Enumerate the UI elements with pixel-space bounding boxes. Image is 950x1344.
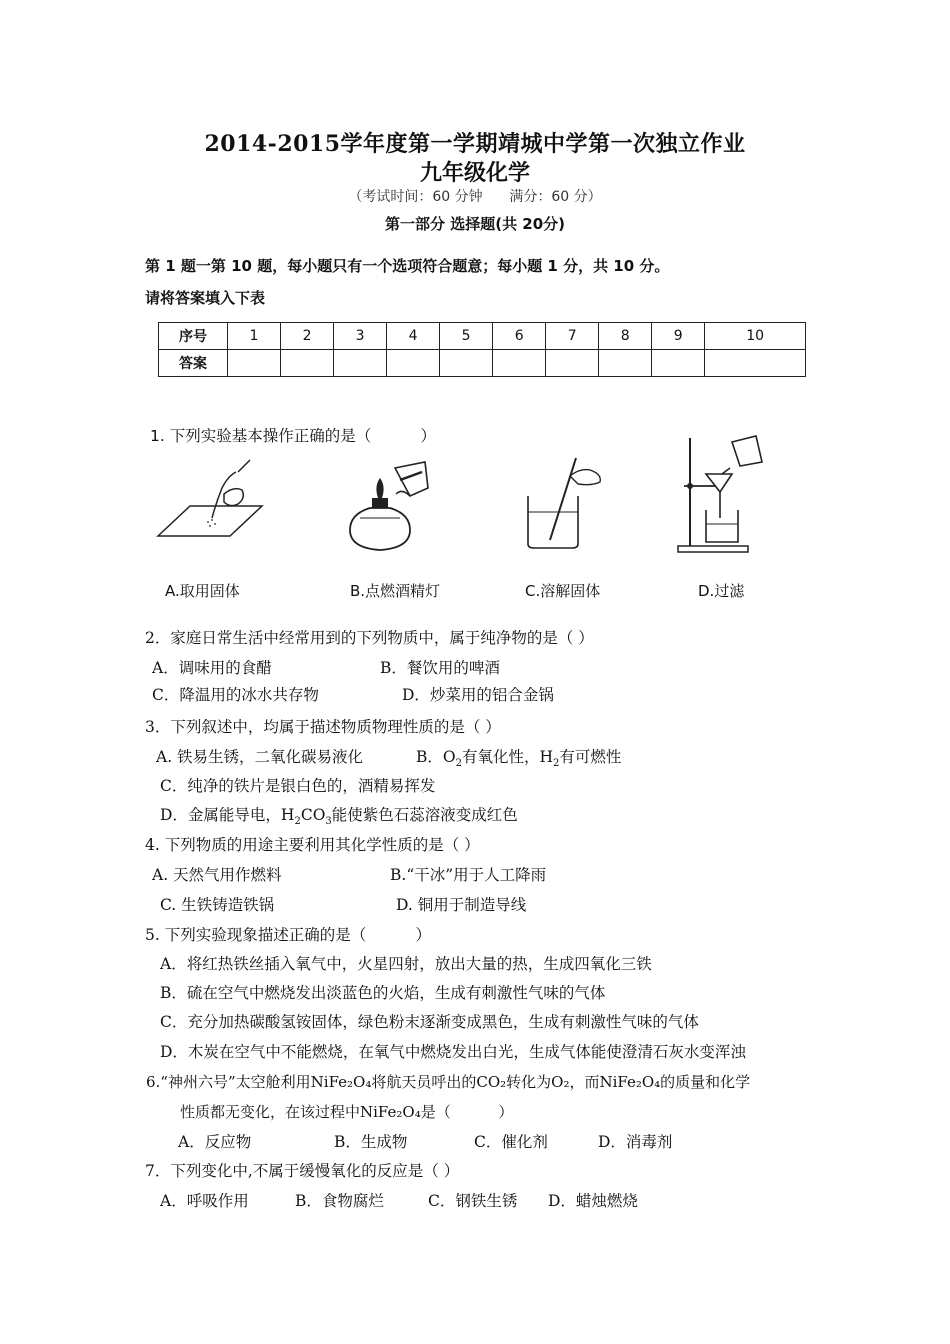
question-7-option-a: A．呼吸作用: [160, 1192, 249, 1210]
option-b-caption: B.点燃酒精灯: [350, 582, 441, 600]
question-7-stem: 7．下列变化中,不属于缓慢氧化的反应是（ ）: [145, 1162, 460, 1180]
question-6-option-b: B．生成物: [334, 1133, 408, 1151]
answer-cell[interactable]: [652, 350, 705, 377]
question-3-option-b: B．$O_2$有氧化性，$H_2$有可燃性: [416, 748, 622, 770]
question-5-option-b: B．硫在空气中燃烧发出淡蓝色的火焰，生成有刺激性气味的气体: [160, 984, 606, 1002]
question-number-cell: 5: [440, 323, 493, 350]
beaker-stirring-illustration: [520, 452, 610, 552]
question-7-option-d: D．蜡烛燃烧: [548, 1192, 638, 1210]
question-4-option-c: C. 生铁铸造铁锅: [160, 896, 275, 914]
answer-cell[interactable]: [228, 350, 281, 377]
question-4-option-b: B.“干冰”用于人工降雨: [390, 866, 547, 884]
question-3-option-d: D．金属能导电，$H_2CO_3$能使紫色石蕊溶液变成红色: [160, 806, 518, 828]
question-number-cell: 4: [387, 323, 440, 350]
answer-cell[interactable]: [599, 350, 652, 377]
question-7-option-b: B．食物腐烂: [295, 1192, 384, 1210]
option-c-caption: C.溶解固体: [525, 582, 601, 600]
question-5-option-a: A．将红热铁丝插入氧气中，火星四射，放出大量的热，生成四氧化三铁: [160, 955, 652, 973]
section-heading: 第一部分 选择题(共 20分): [384, 215, 566, 233]
answer-table-number-row: [159, 323, 806, 350]
answer-table: [158, 322, 806, 377]
question-number-cell: 10: [705, 323, 806, 350]
question-number-cell: 2: [281, 323, 334, 350]
question-number-cell: 9: [652, 323, 705, 350]
question-5-stem: 5. 下列实验现象描述正确的是（ ）: [145, 926, 431, 944]
question-1-stem: 1. 下列实验基本操作正确的是（ ）: [150, 427, 436, 445]
question-number-cell: 7: [546, 323, 599, 350]
question-4-option-a: A. 天然气用作燃料: [152, 866, 282, 884]
option-a-caption: A.取用固体: [165, 582, 240, 600]
question-number-cell: 6: [493, 323, 546, 350]
instruction-line-2: 请将答案填入下表: [145, 289, 266, 307]
question-3-option-a: A. 铁易生锈，二氧化碳易液化: [156, 748, 364, 766]
answer-cell[interactable]: [281, 350, 334, 377]
document-title: 2014-2015学年度第一学期靖城中学第一次独立作业: [204, 131, 746, 157]
question-2-option-a: A．调味用的食醋: [152, 659, 272, 677]
question-number-cell: 8: [599, 323, 652, 350]
answer-table-answer-row: [159, 350, 806, 377]
row-label-answer: 答案: [159, 350, 228, 377]
exam-info: （考试时间：60 分钟 满分：60 分）: [348, 189, 602, 205]
answer-cell[interactable]: [334, 350, 387, 377]
filtration-illustration: [670, 432, 780, 557]
document-subtitle: 九年级化学: [419, 160, 530, 186]
question-7-option-c: C．钢铁生锈: [428, 1192, 518, 1210]
row-label-number: 序号: [159, 323, 228, 350]
question-3-option-c: C．纯净的铁片是银白色的，酒精易挥发: [160, 777, 436, 795]
question-6-option-d: D．消毒剂: [598, 1133, 673, 1151]
question-3-stem: 3．下列叙述中，均属于描述物质物理性质的是（ ）: [145, 718, 501, 736]
question-6-stem-line-2: 性质都无变化，在该过程中NiFe₂O₄是（ ）: [180, 1103, 514, 1121]
question-2-option-d: D．炒菜用的铝合金锅: [402, 686, 554, 704]
question-2-option-c: C．降温用的冰水共存物: [152, 686, 319, 704]
question-6-option-c: C．催化剂: [474, 1133, 548, 1151]
answer-cell[interactable]: [387, 350, 440, 377]
instruction-line-1: 第 1 题一第 10 题，每小题只有一个选项符合题意；每小题 1 分，共 10 分。: [145, 257, 670, 275]
alcohol-lamp-illustration: [340, 458, 450, 558]
question-number-cell: 1: [228, 323, 281, 350]
question-6-option-a: A．反应物: [178, 1133, 252, 1151]
question-4-option-d: D. 铜用于制造导线: [396, 896, 527, 914]
option-d-caption: D.过滤: [698, 582, 745, 600]
answer-cell[interactable]: [705, 350, 806, 377]
hand-spatula-illustration: [150, 458, 270, 548]
question-number-cell: 3: [334, 323, 387, 350]
answer-cell[interactable]: [546, 350, 599, 377]
question-2-option-b: B．餐饮用的啤酒: [380, 659, 500, 677]
answer-cell[interactable]: [440, 350, 493, 377]
question-4-stem: 4. 下列物质的用途主要利用其化学性质的是（ ）: [145, 836, 480, 854]
question-5-option-d: D．木炭在空气中不能燃烧，在氧气中燃烧发出白光，生成气体能使澄清石灰水变浑浊: [160, 1043, 746, 1061]
question-5-option-c: C．充分加热碳酸氢铵固体，绿色粉末逐渐变成黑色，生成有刺激性气味的气体: [160, 1013, 699, 1031]
answer-cell[interactable]: [493, 350, 546, 377]
question-6-stem-line-1: 6.“神州六号”太空舱利用NiFe₂O₄将航天员呼出的CO₂转化为O₂，而NiFe₂O₄的质量和化学: [146, 1073, 751, 1091]
question-2-stem: 2．家庭日常生活中经常用到的下列物质中，属于纯净物的是（ ）: [145, 629, 594, 647]
